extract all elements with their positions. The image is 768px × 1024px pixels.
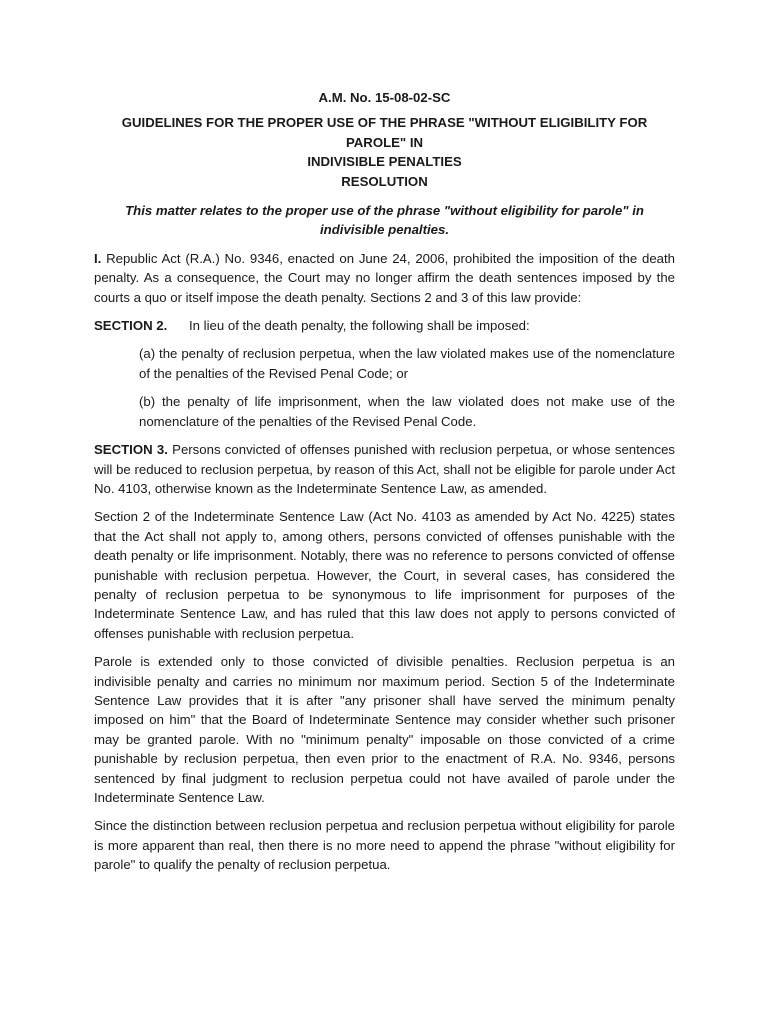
body-paragraph-3: Since the distinction between reclusion perpetua and reclusion perpetua without eligibility for parole is more apparent than real, then there is no more need to append the phrase "without eligibility for parole" to qualify the penalty of reclusion perpetua. xyxy=(94,818,675,873)
title-line-2: INDIVISIBLE PENALTIES xyxy=(307,154,462,170)
document-title xyxy=(94,113,675,191)
section-3-paragraph xyxy=(94,440,675,498)
section-2-heading xyxy=(94,316,675,335)
title-line-1: GUIDELINES FOR THE PROPER USE OF THE PHRASE "WITHOUT ELIGIBILITY FOR PAROLE" IN xyxy=(121,115,648,150)
section-2-text: In lieu of the death penalty, the following shall be imposed: xyxy=(189,318,530,334)
body-paragraph-1: Section 2 of the Indeterminate Sentence Law (Act No. 4103 as amended by Act No. 4225) states that the Act shall not apply to, among others, persons convicted of offenses punishable with the death penalty or life imprisonment. Notably, there was no reference to persons convicted of offense punishable with reclusion perpetua. However, the Court, in several cases, has considered the penalty of reclusion perpetua to be synonymous to life imprisonment for purposes of the Indeterminate Sentence Law, and has ruled that this law does not apply to persons convicted of offenses punishable with reclusion perpetua. xyxy=(94,509,675,641)
body-paragraph-2: Parole is extended only to those convicted of divisible penalties. Reclusion perpetua is an indivisible penalty and carries no minimum nor maximum period. Section 5 of the Indeterminate Sentence Law provides that it is after "any prisoner shall have served the minimum penalty imposed on him" that the Board of Indeterminate Sentence may consider whether such prisoner may be granted parole. With no "minimum penalty" imposable on those convicted of a crime punishable by reclusion perpetua, then even prior to the enactment of R.A. No. 9346, persons sentenced by final judgment to reclusion perpetua could not have availed of parole under the Indeterminate Sentence Law. xyxy=(94,654,675,805)
part-one-paragraph xyxy=(94,249,675,307)
section-3-label: SECTION 3. xyxy=(94,442,168,458)
part-one-numeral: I. xyxy=(94,250,102,266)
section-2-item-b: (b) the penalty of life imprisonment, when the law violated does not make use of the nomenclature of the penalties of the Revised Penal Code. xyxy=(139,394,675,429)
section-2-item-a: (a) the penalty of reclusion perpetua, when the law violated makes use of the nomenclature of the penalties of the Revised Penal Code; or xyxy=(139,346,675,381)
title-line-3: RESOLUTION xyxy=(341,173,428,189)
section-3-text: Persons convicted of offenses punished with reclusion perpetua, or whose sentences will be reduced to reclusion perpetua, by reason of this Act, shall not be eligible for parole under Act No. 4103, otherwise known as the Indeterminate Sentence Law, as amended. xyxy=(94,442,675,496)
part-one-text: Republic Act (R.A.) No. 9346, enacted on June 24, 2006, prohibited the imposition of the death penalty. As a consequence, the Court may no longer affirm the death sentences imposed by the courts a quo or itself impose the death penalty. Sections 2 and 3 of this law provide: xyxy=(94,250,675,305)
document-body xyxy=(94,88,675,884)
section-2-label: SECTION 2. xyxy=(94,318,168,334)
docket-number: A.M. No. 15-08-02-SC xyxy=(318,90,451,105)
intro-statement: This matter relates to the proper use of the phrase "without eligibility for parole" in indivisible penalties. xyxy=(125,203,644,238)
